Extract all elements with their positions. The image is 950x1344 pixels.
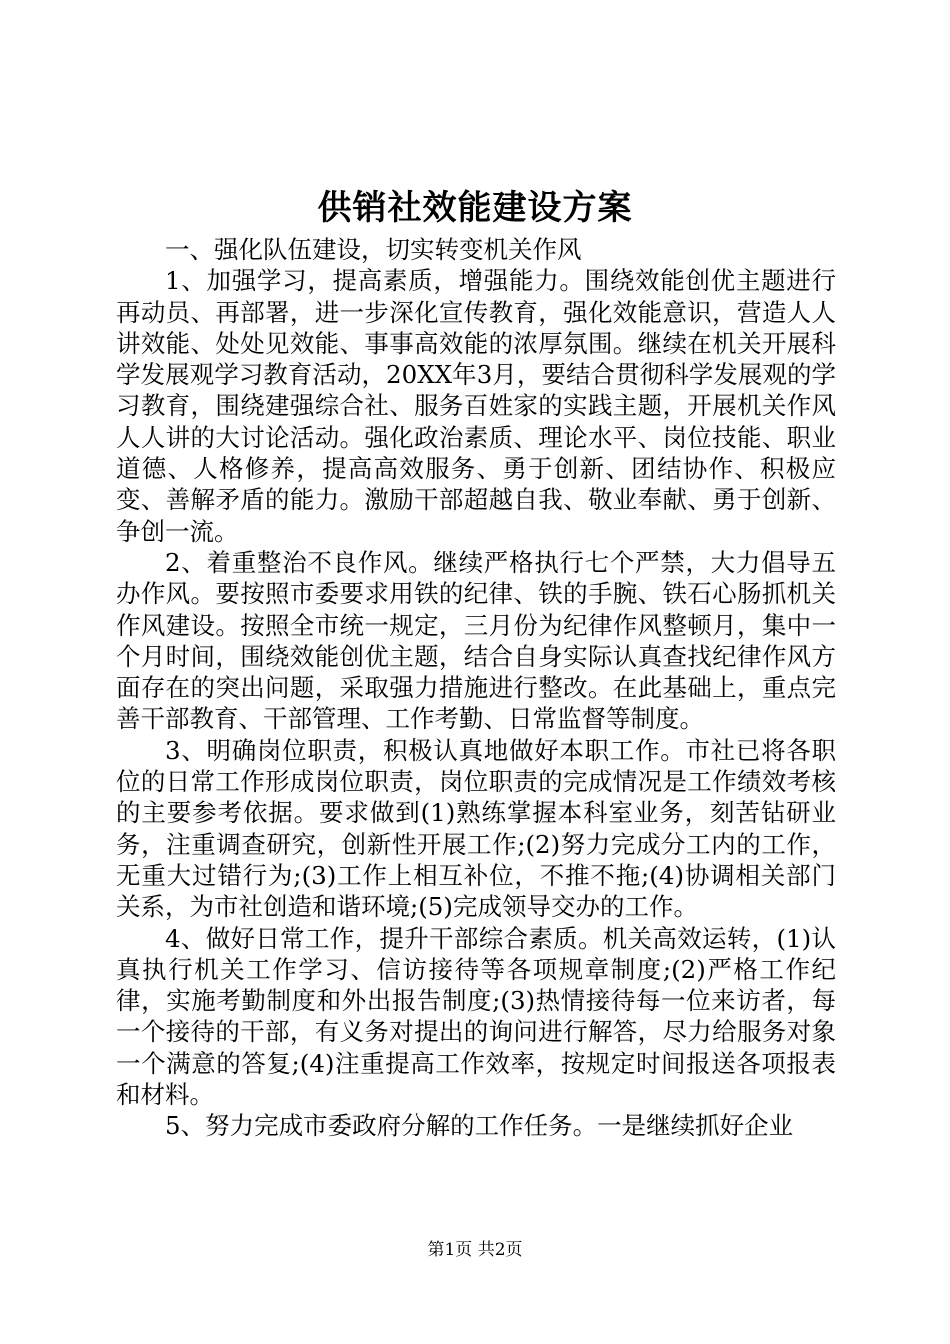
paragraph-3: 3、明确岗位职责，积极认真地做好本职工作。市社已将各职位的日常工作形成岗位职责，岗位职责的完成情况是工作绩效考核的主要参考依据。要求做到(1)熟练掌握本科室业务，刻苦钻研业务，注重调查研究，创新性开展工作;(2)努力完成分工内的工作，无重大过错行为;(3)工作上相互补位，不推不拖;(4)协调相关部门关系，为市社创造和谐环境;(5)完成领导交办的工作。 xyxy=(116,735,836,922)
paragraph-5: 5、努力完成市委政府分解的工作任务。一是继续抓好企业 xyxy=(165,1111,794,1141)
paragraph-1: 1、加强学习，提高素质，增强能力。围绕效能创优主题进行再动员、再部署，进一步深化宣传教育，强化效能意识，营造人人讲效能、处处见效能、事事高效能的浓厚氛围。继续在机关开展科学发展观学习教育活动，20XX年3月，要结合贯彻科学发展观的学习教育，围绕建强综合社、服务百姓家的实践主题，开展机关作风人人讲的大讨论活动。强化政治素质、理论水平、岗位技能、职业道德、人格修养，提高高效服务、勇于创新、团结协作、积极应变、善解矛盾的能力。激励干部超越自我、敬业奉献、勇于创新、争创一流。 xyxy=(116,266,836,546)
section-heading: 一、强化队伍建设，切实转变机关作风 xyxy=(165,235,582,264)
document-body xyxy=(116,234,836,1142)
page-number-footer: 第1页 共2页 xyxy=(427,1240,523,1260)
paragraph-4: 4、做好日常工作，提升干部综合素质。机关高效运转，(1)认真执行机关工作学习、信访接待等各项规章制度;(2)严格工作纪律，实施考勤制度和外出报告制度;(3)热情接待每一位来访者，每一个接待的干部，有义务对提出的询问进行解答，尽力给服务对象一个满意的答复;(4)注重提高工作效率，按规定时间报送各项报表和材料。 xyxy=(116,923,836,1110)
document-title: 供销社效能建设方案 xyxy=(317,188,633,228)
paragraph-2: 2、着重整治不良作风。继续严格执行七个严禁，大力倡导五办作风。要按照市委要求用铁的纪律、铁的手腕、铁石心肠抓机关作风建设。按照全市统一规定，三月份为纪律作风整顿月，集中一个月时间，围绕效能创优主题，结合自身实际认真查找纪律作风方面存在的突出问题，采取强力措施进行整改。在此基础上，重点完善干部教育、干部管理、工作考勤、日常监督等制度。 xyxy=(116,547,836,734)
